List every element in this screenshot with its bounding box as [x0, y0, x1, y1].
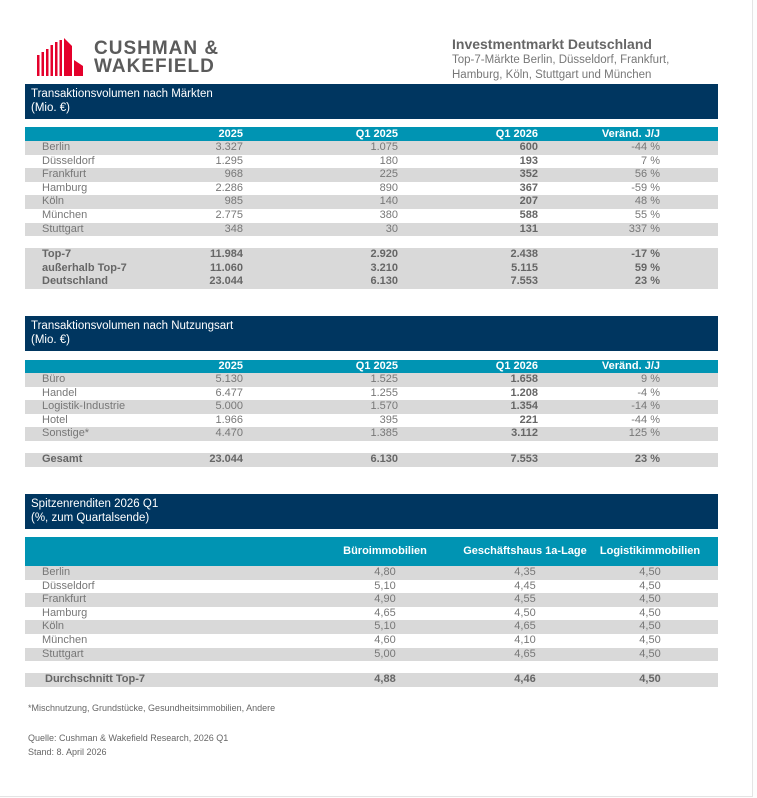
row-label: Düsseldorf: [42, 154, 95, 167]
logo-text-line2: WAKEFIELD: [94, 56, 215, 77]
value-office: 5,10: [374, 579, 396, 592]
row-label: Stuttgart: [42, 647, 84, 660]
value-q1-2026: 1.354: [510, 400, 538, 413]
row-label: Deutschland: [42, 275, 109, 288]
value-change: -4 %: [637, 386, 660, 399]
table-row: [25, 387, 718, 401]
table-row: [25, 648, 718, 662]
col-retail: Geschäftshaus 1a-Lage: [463, 545, 587, 557]
source-note: Quelle: Cushman & Wakefield Research, 2026 Q1: [28, 733, 229, 743]
yields-section-header: [25, 494, 718, 529]
value-office: 4,60: [374, 634, 396, 646]
col-q1-2025: Q1 2025: [355, 128, 398, 140]
value-logistics: 4,50: [639, 620, 661, 633]
row-label: Top-7: [42, 248, 72, 260]
markets-unit: (Mio. €): [31, 102, 70, 114]
col-change: Veränd. J/J: [601, 360, 660, 372]
table-row: [25, 414, 718, 428]
value-change: -17 %: [631, 248, 660, 260]
table-row: [25, 427, 718, 441]
value-q1-2026: 3.112: [511, 427, 538, 440]
value-q1-2025: 2.920: [370, 248, 398, 260]
table-row: [25, 580, 718, 594]
value-q1-2025: 180: [379, 154, 398, 167]
value-q1-2025: 1.255: [370, 386, 398, 399]
row-label: Durchschnitt Top-7: [45, 673, 146, 685]
value-2025: 11.984: [209, 248, 243, 260]
value-change: 55 %: [634, 209, 660, 221]
value-q1-2025: 30: [385, 222, 398, 235]
col-q1-2026: Q1 2026: [495, 360, 538, 372]
value-q1-2025: 6.130: [370, 453, 398, 465]
value-logistics: 4,50: [639, 593, 661, 606]
usage-unit: (Mio. €): [31, 334, 70, 346]
value-q1-2026: 367: [519, 181, 538, 194]
value-2025: 23.044: [209, 453, 243, 465]
value-q1-2025: 6.130: [370, 275, 398, 288]
value-change: -44 %: [631, 141, 660, 153]
footnote: *Mischnutzung, Grundstücke, Gesundheitsimmobilien, Andere: [28, 703, 276, 713]
value-change: 337 %: [628, 222, 660, 235]
value-change: -14 %: [631, 400, 660, 413]
logo-bars-icon: [36, 38, 88, 78]
markets-title: Transaktionsvolumen nach Märkten: [31, 88, 213, 100]
value-change: 56 %: [634, 168, 660, 181]
row-label: Köln: [42, 620, 65, 633]
usage-title: Transaktionsvolumen nach Nutzungsart: [31, 320, 234, 332]
usage-column-header: [25, 360, 718, 373]
value-retail: 4,35: [514, 566, 536, 578]
value-change: 7 %: [641, 154, 660, 167]
value-2025: 11.060: [209, 261, 243, 274]
value-q1-2026: 7.553: [510, 453, 538, 465]
table-row: [25, 141, 718, 155]
row-label: München: [42, 634, 88, 646]
value-q1-2026: 352: [519, 168, 538, 181]
value-q1-2026: 221: [519, 413, 538, 426]
value-q1-2025: 1.525: [370, 373, 398, 385]
value-q1-2026: 2.438: [510, 248, 538, 260]
value-retail: 4,45: [514, 579, 536, 592]
value-q1-2025: 1.570: [370, 400, 398, 413]
value-q1-2026: 193: [519, 154, 538, 167]
value-change: 23 %: [634, 453, 660, 465]
value-q1-2026: 1.208: [510, 386, 538, 399]
col-office: Büroimmobilien: [343, 545, 427, 557]
value-2025: 6.477: [215, 386, 243, 399]
value-logistics: 4,50: [639, 647, 661, 660]
value-logistics: 4,50: [639, 579, 661, 592]
row-label: Büro: [42, 373, 66, 385]
value-2025: 2.286: [215, 181, 243, 194]
row-label: außerhalb Top-7: [42, 261, 127, 274]
value-office: 4,65: [374, 606, 396, 619]
table-row: [25, 373, 718, 387]
table-row: [25, 620, 718, 634]
date-note: Stand: 8. April 2026: [28, 747, 107, 757]
value-q1-2025: 1.075: [370, 141, 398, 153]
row-label: Logistik-Industrie: [42, 400, 126, 413]
value-office: 4,90: [374, 593, 396, 606]
row-label: Gesamt: [42, 453, 83, 465]
value-change: 9 %: [641, 373, 660, 385]
row-label: Hotel: [42, 413, 68, 426]
table-row: [25, 566, 718, 580]
row-label: Köln: [42, 195, 65, 208]
report-header: [452, 36, 722, 83]
value-change: 23 %: [634, 275, 660, 288]
total-row: [25, 275, 718, 289]
value-2025: 2.775: [215, 209, 243, 221]
row-label: Stuttgart: [42, 222, 84, 235]
total-row: [25, 453, 718, 467]
value-q1-2025: 140: [379, 195, 398, 208]
value-2025: 985: [224, 195, 243, 208]
row-label: Hamburg: [42, 606, 88, 619]
value-q1-2025: 3.210: [370, 261, 398, 274]
row-label: Hamburg: [42, 181, 88, 194]
table-row: [25, 223, 718, 237]
value-2025: 23.044: [209, 275, 243, 288]
value-retail: 4,10: [514, 634, 536, 646]
row-label: Sonstige*: [42, 427, 90, 440]
row-label: Handel: [42, 386, 77, 399]
col-q1-2026: Q1 2026: [495, 128, 538, 140]
total-row: [25, 673, 718, 687]
yields-column-header: [25, 537, 718, 566]
value-q1-2025: 890: [379, 181, 398, 194]
table-row: [25, 168, 718, 182]
yields-title: Spitzenrenditen 2026 Q1: [31, 498, 159, 510]
row-label: Berlin: [42, 141, 71, 153]
value-office: 4,88: [374, 673, 396, 685]
table-row: [25, 182, 718, 196]
value-logistics: 4,50: [639, 606, 661, 619]
value-q1-2026: 207: [519, 195, 538, 208]
report-subtitle-line1: Top-7-Märkte Berlin, Düsseldorf, Frankfurt,: [452, 54, 670, 66]
value-change: 125 %: [628, 427, 660, 440]
value-q1-2025: 225: [379, 168, 398, 181]
markets-section-header: [25, 84, 718, 119]
yields-unit: (%, zum Quartalsende): [31, 512, 150, 524]
table-row: [25, 195, 718, 209]
row-label: Berlin: [42, 566, 71, 578]
value-retail: 4,65: [514, 647, 536, 660]
value-logistics: 4,50: [639, 673, 661, 685]
markets-column-header: [25, 127, 718, 141]
value-2025: 5.000: [215, 400, 243, 413]
value-q1-2025: 380: [379, 209, 398, 221]
value-2025: 1.295: [215, 154, 243, 167]
total-row: [25, 248, 718, 262]
value-retail: 4,46: [514, 673, 536, 685]
value-2025: 348: [224, 222, 243, 235]
col-q1-2025: Q1 2025: [355, 360, 398, 372]
value-retail: 4,65: [514, 620, 536, 633]
table-row: [25, 209, 718, 223]
value-q1-2026: 7.553: [510, 275, 538, 288]
value-q1-2026: 1.658: [510, 373, 538, 385]
total-row: [25, 262, 718, 276]
row-label: Frankfurt: [42, 168, 87, 181]
value-2025: 968: [224, 168, 243, 181]
value-office: 5,10: [374, 620, 396, 633]
col-logistics: Logistikimmobilien: [599, 545, 701, 557]
report-title: Investmentmarkt Deutschland: [452, 36, 652, 52]
report-subtitle-line2: Hamburg, Köln, Stuttgart und München: [452, 69, 652, 81]
value-logistics: 4,50: [639, 566, 661, 578]
value-logistics: 4,50: [639, 634, 661, 646]
value-change: 59 %: [634, 261, 660, 274]
cushman-wakefield-logo: [36, 38, 226, 78]
value-change: 48 %: [634, 195, 660, 208]
table-row: [25, 593, 718, 607]
value-2025: 1.966: [215, 413, 243, 426]
value-q1-2026: 588: [519, 209, 538, 221]
value-change: -44 %: [631, 413, 660, 426]
value-q1-2026: 600: [519, 141, 538, 153]
table-row: [25, 155, 718, 169]
value-retail: 4,50: [514, 606, 536, 619]
value-office: 4,80: [374, 566, 396, 578]
value-q1-2025: 1.385: [370, 427, 398, 440]
value-2025: 5.130: [215, 373, 243, 385]
col-2025: 2025: [218, 360, 243, 372]
value-office: 5,00: [374, 647, 396, 660]
value-2025: 3.327: [215, 141, 243, 153]
col-change: Veränd. J/J: [601, 128, 660, 140]
logo-text-line1: CUSHMAN &: [94, 38, 220, 59]
value-q1-2026: 5.115: [511, 261, 538, 274]
row-label: Frankfurt: [42, 593, 87, 606]
value-q1-2026: 131: [519, 222, 538, 235]
value-2025: 4.470: [215, 427, 243, 440]
value-change: -59 %: [631, 181, 660, 194]
col-2025: 2025: [218, 128, 243, 140]
value-retail: 4,55: [514, 593, 536, 606]
table-row: [25, 634, 718, 648]
table-row: [25, 607, 718, 621]
row-label: München: [42, 209, 88, 221]
value-q1-2025: 395: [379, 413, 398, 426]
row-label: Düsseldorf: [42, 579, 95, 592]
table-row: [25, 400, 718, 414]
usage-section-header: [25, 316, 718, 351]
